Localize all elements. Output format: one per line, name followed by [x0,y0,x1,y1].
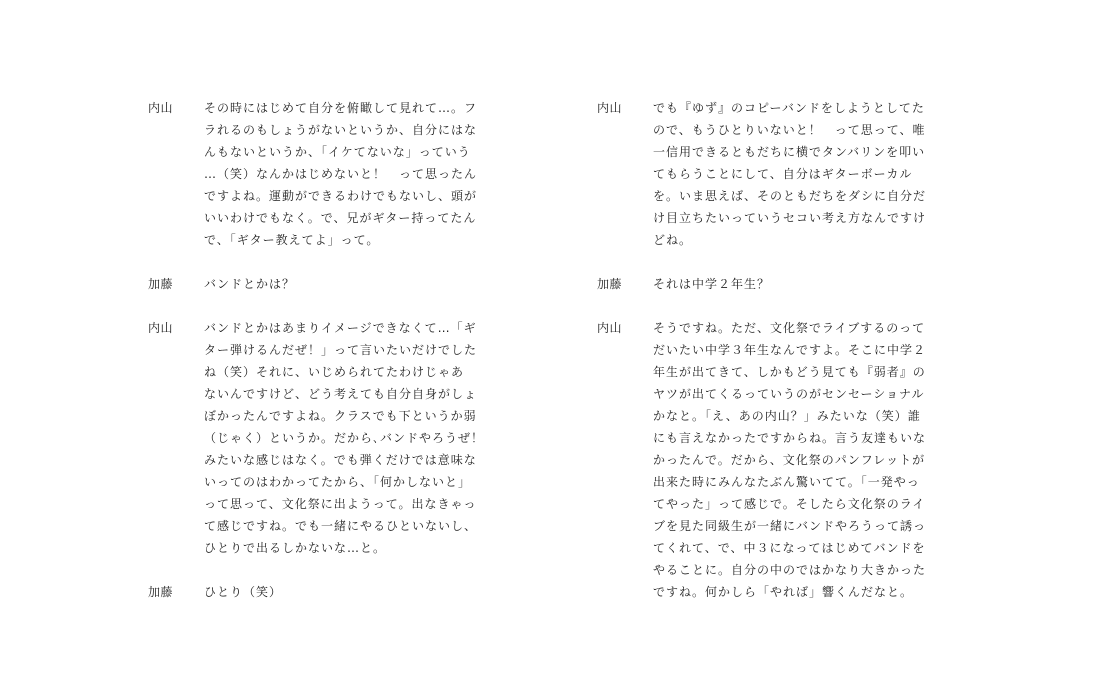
text-line: （じゃく）というか。だから､バンドやろうぜ！ [204,431,485,445]
text-line: ひとり（笑） [204,585,283,599]
dialogue-text [204,317,504,559]
text-line: ター弾けるんだぜ！」って言いたいだけでした [204,343,478,357]
text-line: いいわけでもなく。で、兄がギター持ってたん [204,211,477,225]
text-line: 年生が出てきて、しかもどう見ても『弱者』の [653,365,926,379]
dialogue-turn [148,97,504,251]
speaker-name: 加藤 [148,277,174,291]
text-line: ないんですけど、どう考えても自分自身がしょ [204,387,478,401]
dialogue-turn [597,97,953,251]
text-line: ブを見た同級生が一緒にバンドやろうって誘っ [653,519,927,533]
dialogue-turn [148,317,504,559]
dialogue-text [204,97,504,251]
text-line: ヤツが出てくるっていうのがセンセーショナル [653,387,925,401]
speaker-name: 内山 [148,321,174,335]
text-line: てもらうことにして、自分はギターボーカル [653,167,913,181]
text-line: てくれて、で、中３になってはじめてバンドを [653,541,926,555]
dialogue-turn [597,317,953,603]
text-line: みたいな感じはなく。でも弾くだけでは意味な [204,453,477,467]
text-line: で、「ギター教えてよ」って。 [204,233,380,247]
text-line: け目立ちたいっていうセコい考え方なんですけ [653,211,927,225]
dialogue-text [653,273,953,295]
speaker-name: 内山 [597,321,623,335]
text-line: バンドとかは？ [204,277,296,291]
left-column [148,97,504,625]
text-line: を。いま思えば、そのともだちをダシに自分だ [653,189,927,203]
text-line: それは中学２年生？ [653,277,771,291]
text-line: てやった」って感じで。そしたら文化祭のライ [653,497,926,511]
text-line: ね（笑）それに、いじめられてたわけじゃあ [204,365,465,379]
text-line: ので、もうひとりいないと！ って思って、唯 [653,123,926,137]
text-line: そうですね。ただ、文化祭でライブするのって [653,321,926,335]
text-line: ひとりで出るしかないな…と。 [204,541,387,555]
right-column [597,97,953,625]
dialogue-text [204,273,504,295]
text-line: いってのはわかってたから、「何かしないと」 [204,475,472,489]
text-line: 一信用できるともだちに横でタンバリンを叩い [653,145,926,159]
dialogue-text [653,317,953,603]
text-line: って思って、文化祭に出ようって。出なきゃっ [204,497,477,511]
text-line: て感じですね。でも一緒にやるひといないし、 [204,519,478,533]
text-line: その時にはじめて自分を俯瞰して見れて…。フ [204,101,478,115]
speaker-name: 内山 [597,101,623,115]
text-line: ですね。何かしら「やれば」響くんだなと。 [653,585,914,599]
text-line: 出来た時にみんなたぶん驚いてて。「一発やっ [653,475,920,489]
text-line: んもないというか、「イケてないな」っていう [204,145,471,159]
text-line: でも『ゆず』のコピーバンドをしようとしてた [653,101,925,115]
dialogue-turn [148,273,504,295]
text-line: どね。 [653,233,693,247]
speaker-name: 内山 [148,101,174,115]
text-line: ですよね。運動ができるわけでもないし、頭が [204,189,478,203]
speaker-name: 加藤 [597,277,623,291]
dialogue-turn [597,273,953,295]
text-line: かったんで。だから、文化祭のパンフレットが [653,453,926,467]
dialogue-turn [148,581,504,603]
text-line: ぼかったんですよね。クラスでも下というか弱 [204,409,477,423]
dialogue-text [653,97,953,251]
text-line: やることに。自分の中のではかなり大きかった [653,563,927,577]
text-line: …（笑）なんかはじめないと！ って思ったん [204,167,478,181]
text-line: にも言えなかったですからね。言う友達もいな [653,431,927,445]
dialogue-text [204,581,504,603]
text-line: バンドとかはあまりイメージできなくて…「ギ [204,321,477,335]
text-line: ラれるのもしょうがないというか、自分にはな [204,123,478,137]
text-line: だいたい中学３年生なんですよ。そこに中学２ [653,343,927,357]
speaker-name: 加藤 [148,585,174,599]
text-line: かなと。「え、あの内山？」みたいな（笑）誰 [653,409,921,423]
